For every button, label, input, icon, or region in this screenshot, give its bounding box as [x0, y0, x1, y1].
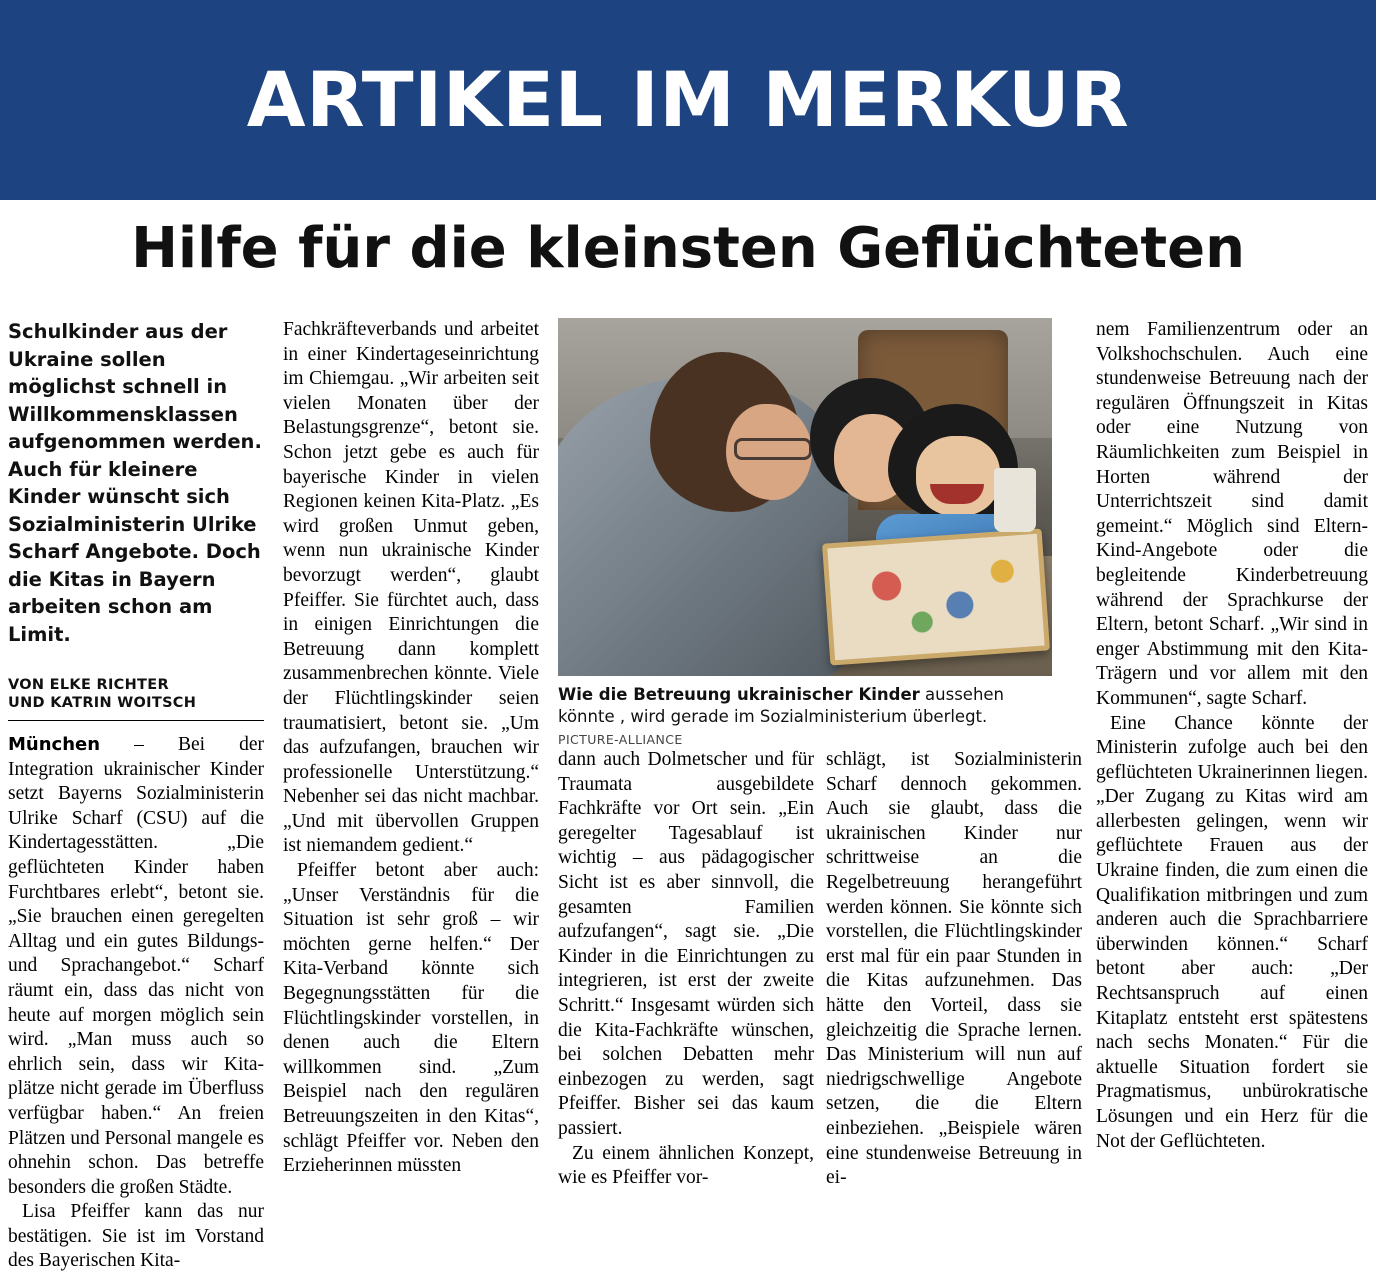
- byline-divider: [8, 720, 264, 721]
- paragraph-text: – Bei der Integration ukrainischer Kinder setzt Bayerns Sozialministerin Ulrike Scharf (CSU) auf die Kindertagesstätten. „Die geflüchteten Kinder haben Furchtbares erlebt“, betont sie. „Sie brauchen einen geregelten Alltag und ein gutes Bildungs- und Sprachangebot.“ Scharf räumt ein, dass das nicht von heute auf morgen möglich sein wird. „Man muss auch so ehrlich sein, dass wir Kita-plätze nicht gerade im Überfluss verfügbar haben.“ An freien Plätzen und Personal mangele es ohnehin schon. Das betreffe besonders die großen Städte.: [8, 734, 265, 1198]
- photo-caption: [558, 684, 1052, 751]
- byline-line-2: UND KATRIN WOITSCH: [8, 695, 197, 711]
- byline-line-1: VON ELKE RICHTER: [8, 677, 169, 693]
- photo-puzzle-board: [822, 528, 1050, 665]
- paragraph: Zu einem ähnlichen Konzept, wie es Pfeiffer vor-: [558, 1142, 814, 1189]
- paragraph: Lisa Pfeiffer kann das nur bestätigen. Sie ist im Vorstand des Bayerischen Kita-: [8, 1201, 264, 1272]
- byline: [8, 676, 264, 712]
- paragraph: schlägt, ist Sozialministerin Scharf dennoch gekommen. Auch sie glaubt, dass die ukrainischen Kinder nur schrittweise an die Regelbetreuung herangeführt werden können. Sie könnte sich vorstellen, die Flüchtlingskinder erst mal für ein paar Stunden in die Kitas aufzunehmen. Das hätte den Vorteil, dass sie gleichzeitig die Sprache lernen. Das Ministerium will nun auf niedrigschwellige Angebote setzen, die die Eltern einbeziehen. „Beispiele wären eine stundenweise Betreuung in ei-: [826, 749, 1082, 1189]
- column-3: [558, 748, 814, 1191]
- dateline: München: [8, 734, 101, 755]
- photo-credit: PICTURE-ALLIANCE: [558, 732, 683, 747]
- banner-title: ARTIKEL IM MERKUR: [246, 55, 1130, 144]
- column-5: [1096, 318, 1368, 1154]
- photo-puppet-face: [916, 436, 1000, 516]
- paragraph: Pfeiffer betont aber auch: „Unser Verständnis für die Situation ist sehr groß – wir möchten gerne helfen.“ Der Kita-Verband könnte sich Begegnungsstätten für die Flüchtlingskinder vorstellen, in denen auch die Eltern willkommen sind. „Zum Beispiel nach den regulären Betreuungszeiten in den Kitas“, schlägt Pfeiffer vor. Neben den Erzieherinnen müssten: [283, 860, 539, 1177]
- photo-cup: [994, 468, 1036, 532]
- paragraph: Eine Chance könnte der Ministerin zufolge auch bei den geflüchteten Ukrainerinnen liegen. „Der Zugang zu Kitas wird am allerbesten gelingen, wenn wir geflüchtete Frauen aus der Ukraine finden, die zum einen die Qualifikation mitbringen und zum anderen auch die Sprachbarriere überwinden können.“ Scharf betont aber auch: „Der Rechtsanspruch auf einen Kitaplatz entsteht erst spätestens nach sechs Monaten.“ Für die aktuelle Situation fordert sie Pragmatismus, unbürokratische Lösungen und ein Herz für die Not der Geflüchteten.: [1096, 712, 1368, 1152]
- paragraph: Fachkräfteverbands und arbeitet in einer Kindertageseinrichtung im Chiemgau. „Wir arbeiten seit vielen Monaten über der Belastungsgrenze“, betont sie. Schon jetzt gebe es auch für bayerische Kinder in vielen Regionen keinen Kita-Platz. „Es wird großen Unmut geben, wenn nun ukrainische Kinder bevorzugt werden“, glaubt Pfeiffer. Sie fürchtet auch, dass in einigen Einrichtungen die Betreuung dann komplett zusammenbrechen könnte. Viele der Flüchtlingskinder seien traumatisiert, betont sie. „Um das aufzufangen, brauchen wir professionelle Unterstützung.“ Nebenher sei das nicht machbar. „Und mit übervollen Gruppen ist niemandem gedient.“: [283, 319, 539, 857]
- photo-image: [558, 318, 1052, 676]
- header-banner: [0, 0, 1376, 200]
- photo-glasses: [734, 438, 812, 460]
- article-headline: Hilfe für die kleinsten Geflüchteten: [131, 216, 1245, 281]
- article-columns: [8, 318, 1368, 1272]
- paragraph: [8, 733, 264, 1200]
- caption-bold: Wie die Betreuung ukrainischer Kinder: [558, 685, 920, 704]
- article-photo: [558, 318, 1052, 676]
- column-1: [8, 318, 264, 1274]
- column-2: [283, 318, 539, 1179]
- paragraph: nem Familienzentrum oder an Volkshochschulen. Auch eine stundenweise Betreuung nach der regulären Öffnungszeit in Kitas oder eine Nutzung von Räumlichkeiten zum Beispiel in Horten während der Unterrichtszeit sind damit gemeint.“ Möglich sind Eltern-Kind-Angebote oder die begleitende Kinderbetreuung während der Sprachkurse der Eltern, betont Scharf. „Wir sind in enger Abstimmung mit den Kita-Trägern und vor allem mit den Kommunen“, sagte Scharf.: [1096, 319, 1368, 709]
- column-4: [826, 748, 1082, 1191]
- article-lede: Schulkinder aus der Ukraine sollen möglichst schnell in Willkommensklassen aufgenommen werden. Auch für kleinere Kinder wünscht sich Sozialministerin Ulrike Scharf Angebote. Doch die Kitas in Bayern arbeiten schon am Limit.: [8, 320, 262, 646]
- paragraph: dann auch Dolmetscher und für Traumata ausgebildete Fachkräfte vor Ort sein. „Ein geregelter Tagesablauf ist wichtig – aus pädagogischer Sicht ist es aber sinnvoll, die gesamten Familien aufzufangen“, sagt sie. „Die Kinder in die Einrichtungen zu integrieren, ist erst der zweite Schritt.“ Insgesamt würden sich die Kita-Fachkräfte wünschen, bei solchen Debatten mehr einbezogen zu werden, sagt Pfeiffer. Bisher sei das kaum passiert.: [558, 749, 814, 1139]
- caption-text: aussehen könnte , wird gerade im Sozialministerium überlegt.: [558, 685, 1005, 726]
